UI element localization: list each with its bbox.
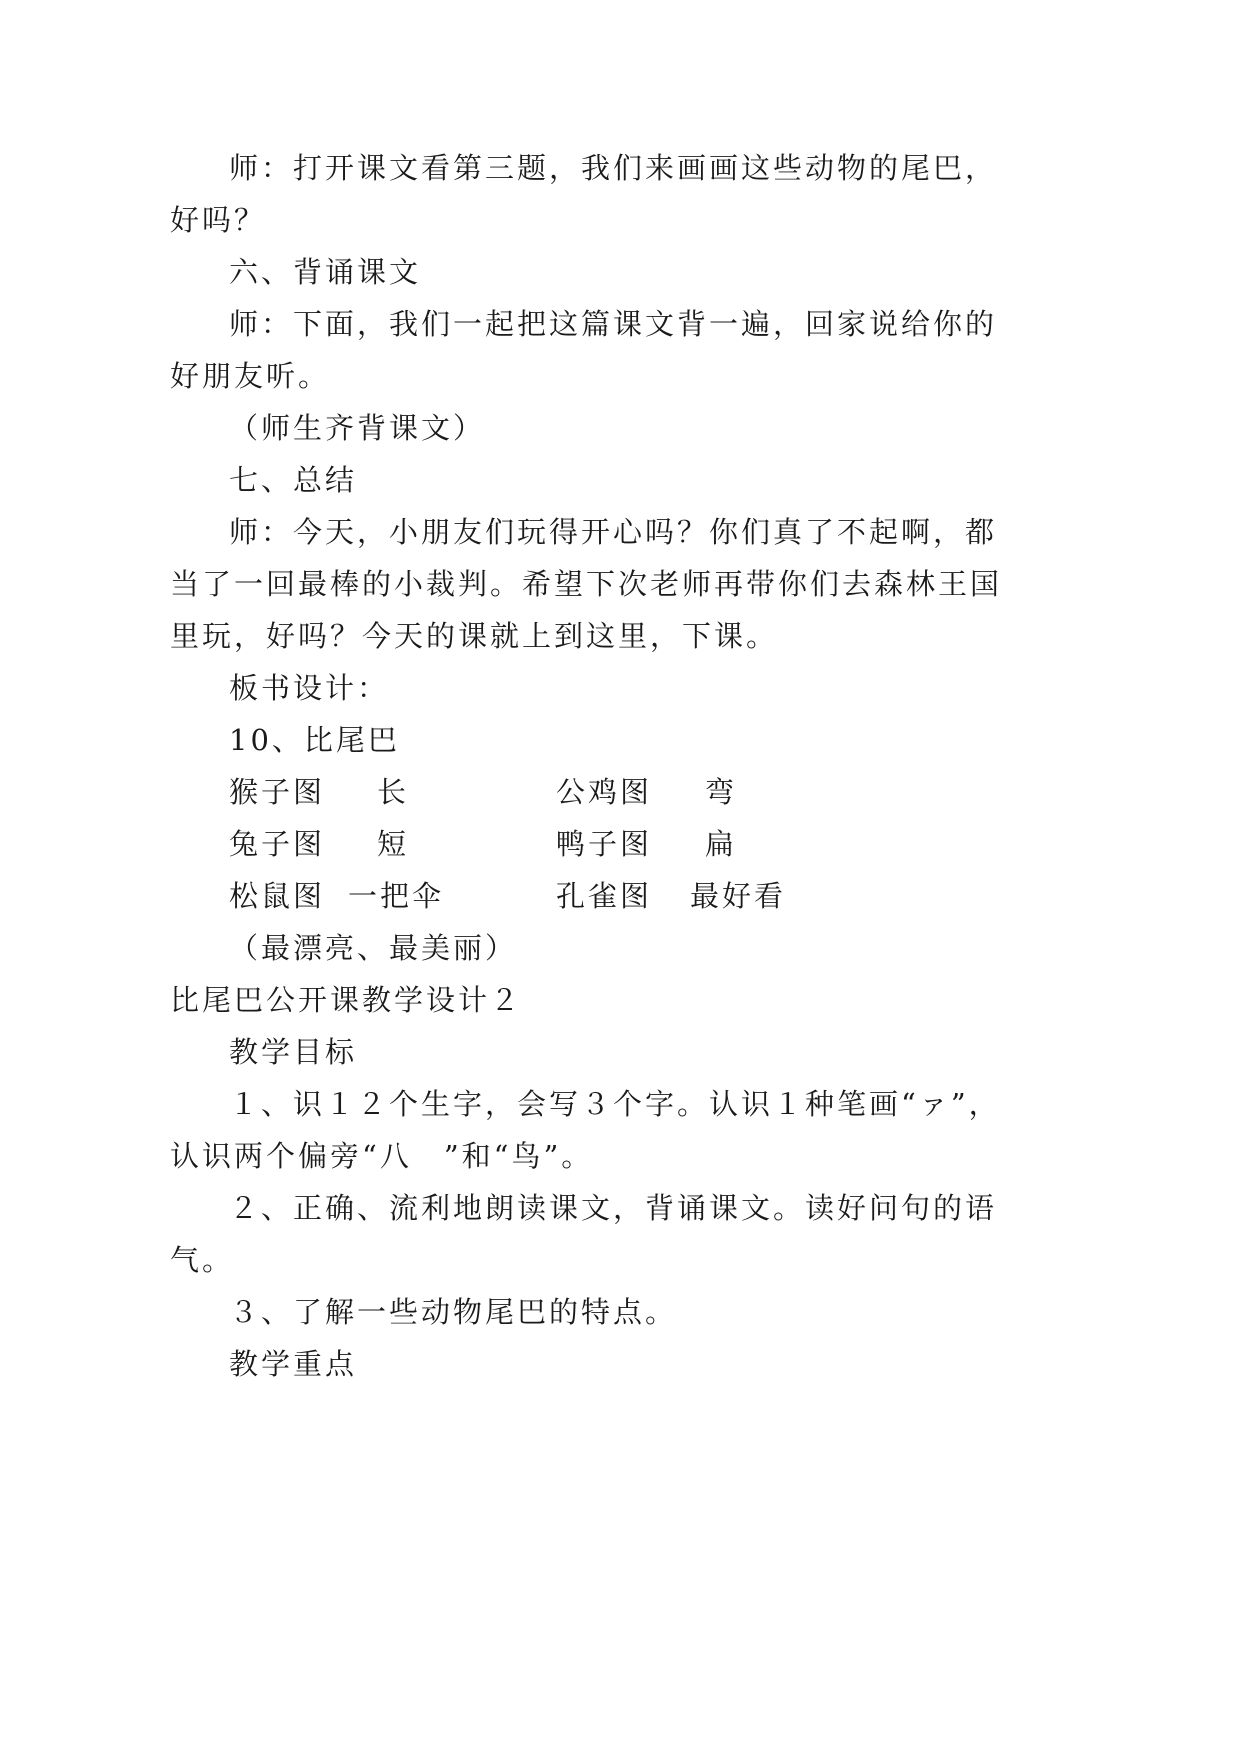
board-cell: 鸭子图 [556, 827, 653, 861]
paragraph-line: ３、了解一些动物尾巴的特点。 [229, 1295, 678, 1329]
paragraph-line: 师：打开课文看第三题，我们来画画这些动物的尾巴， [229, 151, 998, 185]
paragraph-line: ２、正确、流利地朗读课文，背诵课文。读好问句的语 [229, 1191, 998, 1225]
board-cell: 松鼠图 [229, 879, 326, 913]
paragraph-line: 当了一回最棒的小裁判。希望下次老师再带你们去森林王国 [170, 567, 1003, 601]
paragraph-line: 气。 [170, 1243, 235, 1277]
board-cell: 猴子图 [229, 775, 326, 809]
section-heading: 七、总结 [229, 463, 358, 497]
board-cell: 孔雀图 [556, 879, 653, 913]
board-cell: 长 [377, 775, 410, 809]
paragraph-line: 好吗？ [170, 203, 267, 237]
section-heading: 六、背诵课文 [229, 255, 422, 289]
paragraph-line: １、识１２个生字，会写３个字。认识１种笔画“ァ”， [229, 1087, 1001, 1121]
board-cell: 扁 [705, 827, 738, 861]
stage-direction: （师生齐背课文） [229, 411, 486, 445]
board-cell: 最好看 [690, 879, 787, 913]
paragraph-line: 里玩，好吗？今天的课就上到这里，下课。 [170, 619, 779, 653]
paragraph-line: 好朋友听。 [170, 359, 331, 393]
board-cell: 公鸡图 [556, 775, 653, 809]
paragraph-line: 师：下面，我们一起把这篇课文背一遍，回家说给你的 [229, 307, 998, 341]
paragraph-line: 师：今天，小朋友们玩得开心吗？你们真了不起啊，都 [229, 515, 998, 549]
section-heading: 教学重点 [229, 1347, 358, 1381]
section-heading: 板书设计： [229, 671, 390, 705]
paragraph-line: 认识两个偏旁“八 ”和“鸟”。 [170, 1139, 594, 1173]
board-title: 10、比尾巴 [229, 723, 400, 757]
section-heading: 教学目标 [229, 1035, 358, 1069]
document-title: 比尾巴公开课教学设计２ [170, 983, 523, 1017]
board-note: （最漂亮、最美丽） [229, 931, 518, 965]
board-cell: 短 [377, 827, 410, 861]
board-cell: 一把伞 [348, 879, 445, 913]
board-cell: 弯 [705, 775, 738, 809]
board-cell: 兔子图 [229, 827, 326, 861]
